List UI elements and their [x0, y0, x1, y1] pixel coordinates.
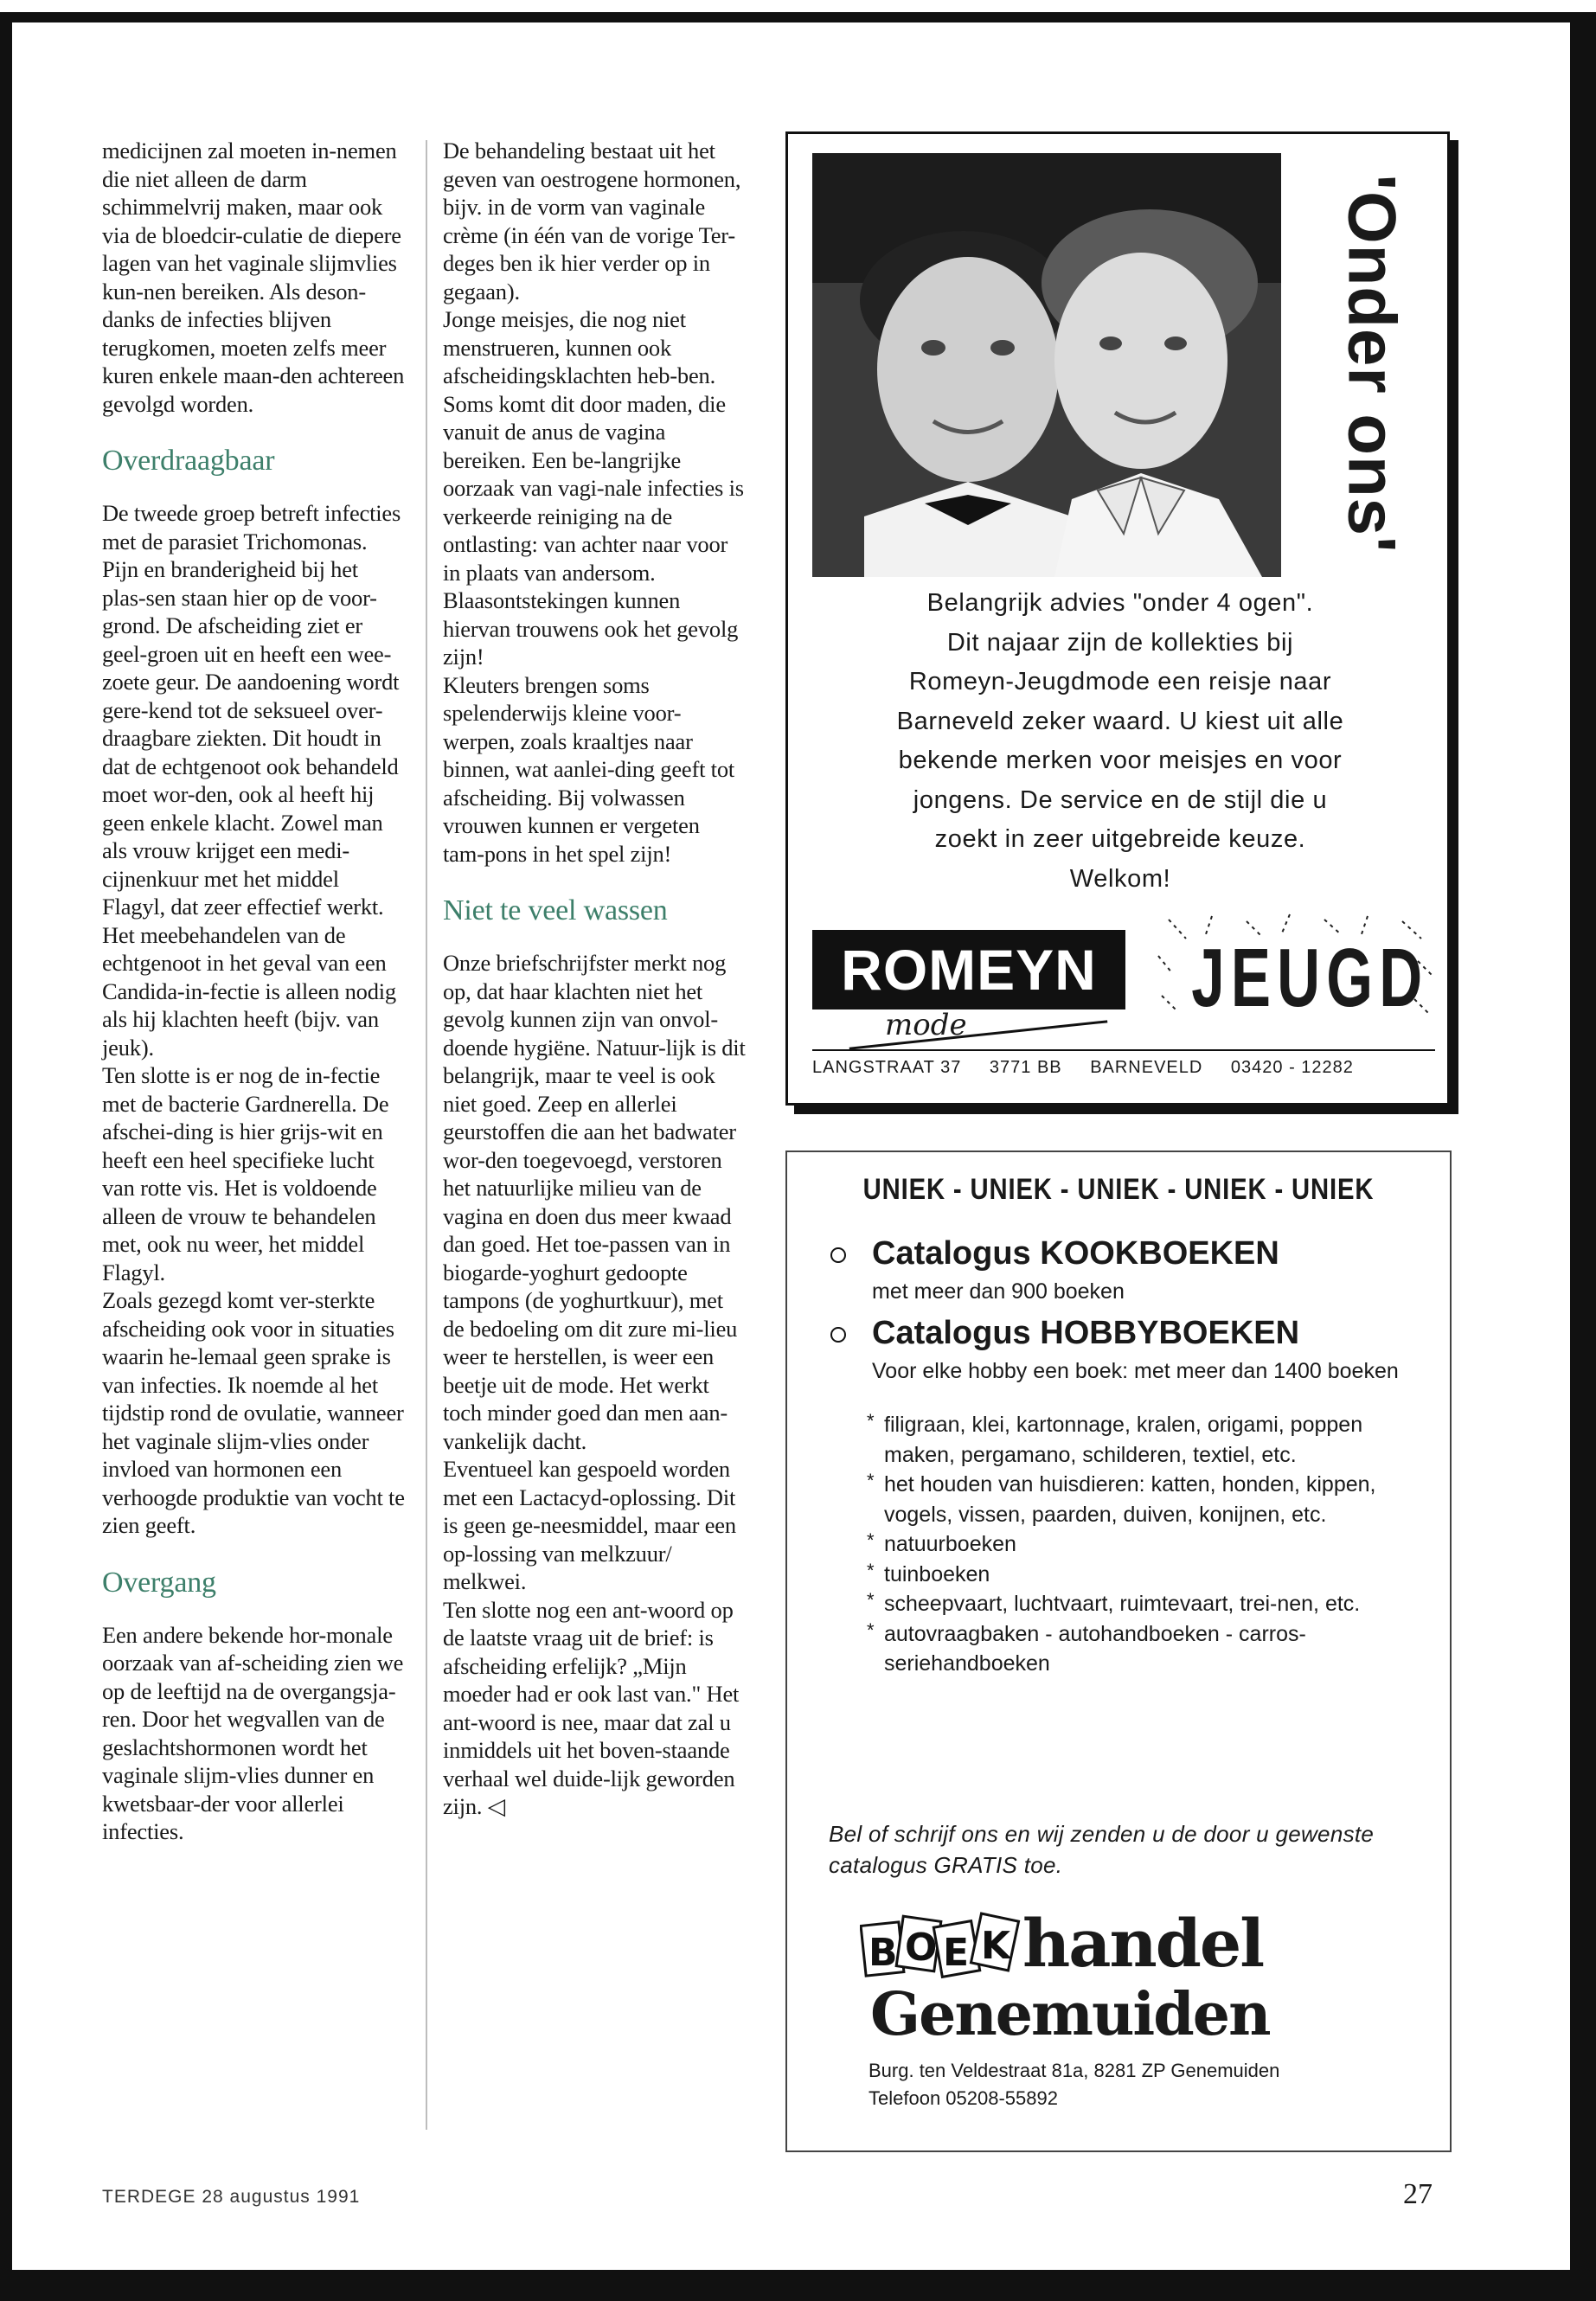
promo-text: Bel of schrijf ons en wij zenden u de door u gewenste catalogus GRATIS toe.: [829, 1821, 1375, 1878]
scan-edge-right: [1570, 12, 1596, 2279]
address-line: Burg. ten Veldestraat 81a, 8281 ZP Genemuiden: [869, 2060, 1280, 2081]
ad-text-line: bekende merken voor meisjes en voor: [898, 747, 1343, 774]
circle-bullet-icon: [830, 1247, 846, 1263]
address-postcode: 3771 BB: [989, 1058, 1062, 1077]
logo-handel-text: handel: [1022, 1905, 1264, 1982]
article-column-1: [102, 137, 405, 1846]
paragraph: De behandeling bestaat uit het geven van oestrogene hormonen, bijv. in de vorm van vaginale crème (in één van de vorige Ter-deges ben ik hier verder op in gegaan).: [443, 138, 741, 304]
logo-letter-k: K: [981, 1924, 1011, 1968]
paragraph: Onze briefschrijfster merkt nog op, dat haar klachten niet het gevolg kunnen zijn van onvol-doende hygiëne. Natuur-lijk is dit belangrijk, maar te veel is ook niet goed. Zeep en allerlei geurstoffen die aan het badwater wor-den toegevoegd, verstoren het natuurlijke milieu van de vagina en doen dus meer kwaad dan goed. Het toe-passen van in biogarde-yoghurt gedoopte tampons (de yoghurtkuur), met de bedoeling om dit zure mi-lieu weer te herstellen, is weer een beetje uit de mode. Het werkt toch minder goed dan men aan-vankelijk dacht.: [443, 950, 746, 1454]
paragraph: Ten slotte nog een ant-woord op de laatste vraag uit de brief: is afscheiding erfelijk? „Mijn moeder had er ook last van." Het ant-woord is nee, maar dat zal u inmiddels uit het boven-staande verhaal wel duide-lijk geworden zijn. ◁: [443, 1596, 740, 1819]
catalog-subtitle: Voor elke hobby een boek: met meer dan 1400 boeken: [872, 1359, 1399, 1383]
romeyn-address: [812, 1058, 1435, 1078]
boekhandel-address: [869, 2057, 1279, 2112]
section-heading-overdraagbaar: Overdraagbaar: [102, 445, 275, 477]
romeyn-ad-text: [805, 584, 1435, 899]
ad-text-line: Welkom!: [1069, 864, 1171, 893]
catalog-kookboeken: [830, 1235, 1427, 1304]
paragraph: Eventueel kan gespoeld worden met een Lactacyd-oplossing. Dit is geen ge-neesmiddel, maar een op-lossing van melkzuur/ melkwei.: [443, 1456, 736, 1594]
ad-text-line: Barneveld zeker waard. U kiest uit alle: [896, 707, 1344, 735]
hobby-topic-list: [867, 1410, 1420, 1679]
children-photo: [812, 153, 1281, 577]
paragraph: medicijnen zal moeten in-nemen die niet alleen de darm schimmelvrij maken, maar ook via de bloedcir-culatie de diepere lagen van het vaginale slijmvlies kun-nen bereiken. Als deson-danks de infecties blijven terugkomen, moeten zelfs meer kuren enkele maan-den achtereen gevolgd worden.: [102, 138, 405, 417]
address-rule: [812, 1049, 1435, 1051]
section-heading-niet-te-veel-wassen: Niet te veel wassen: [443, 894, 668, 926]
ad-text-line: Romeyn-Jeugdmode een reisje naar: [908, 668, 1332, 695]
tagline-text: 'Onder ons': [1334, 173, 1411, 554]
boek-tiles-logo: [860, 1912, 1024, 1981]
column-divider: [426, 140, 427, 2130]
address-phone: 03420 - 12282: [1230, 1058, 1354, 1077]
paragraph: Kleuters brengen soms spelenderwijs kleine voor-werpen, zoals kraaltjes naar binnen, wat aanlei-ding geeft tot afscheiding. Bij volwassen vrouwen kunnen er vergeten tam-pons in het spel zijn!: [443, 671, 735, 867]
list-item: * tuinboeken: [867, 1560, 1420, 1590]
article-column-2: [443, 137, 746, 1821]
circle-bullet-icon: [830, 1327, 846, 1343]
uniek-banner: UNIEK - UNIEK - UNIEK - UNIEK - UNIEK: [862, 1173, 1375, 1206]
paragraph: Ten slotte is er nog de in-fectie met de bacterie Gardnerella. De afschei-ding is hier grijs-wit en heeft een heel specifieke lucht van rotte vis. Het is voldoende alleen de vrouw te behandelen met, ook nu weer, het middel Flagyl.: [102, 1062, 389, 1285]
ad-text-line: zoekt in zeer uitgebreide keuze.: [934, 825, 1306, 853]
address-street: LANGSTRAAT 37: [812, 1058, 962, 1077]
ad-text-line: Belangrijk advies "onder 4 ogen".: [926, 589, 1314, 617]
ad-text-line: Dit najaar zijn de kollekties bij: [946, 628, 1294, 657]
boekhandel-advertisement: [785, 1150, 1452, 2152]
scan-edge-bottom: [0, 2270, 1596, 2301]
logo-letter-b: B: [869, 1931, 898, 1975]
onder-ons-tagline: [1294, 160, 1450, 567]
publication-footer: TERDEGE 28 augustus 1991: [102, 2187, 361, 2207]
paragraph: Een andere bekende hor-monale oorzaak van af-scheiding zien we op de leeftijd na de overgangsja-ren. Door het wegvallen van de geslachtshormonen wordt het vaginale slijm-vlies dunner en kwetsbaar-der voor allerlei infecties.: [102, 1621, 404, 1844]
boekhandel-logo: [860, 1896, 1310, 2049]
paragraph: Zoals gezegd komt ver-sterkte afscheiding ook voor in situaties waarin he-lemaal geen sprake is van infecties. Ik noemde al het tijdstip rond de ovulatie, wanneer het vaginale slijm-vlies onder invloed van hormonen een verhoogde produktie van vocht te zien geeft.: [102, 1287, 405, 1538]
ad-text-line: jongens. De service en de stijl die u: [913, 785, 1328, 814]
section-heading-overgang: Overgang: [102, 1566, 216, 1599]
list-item: * autovraagbaken - autohandboeken - carros-seriehandboeken: [867, 1619, 1420, 1679]
scan-edge-left: [0, 12, 12, 2279]
jeugd-wordmark: JEUGD: [1191, 932, 1429, 1024]
list-item: * natuurboeken: [867, 1529, 1420, 1560]
children-photo-illustration: [812, 153, 1281, 577]
logo-letter-e: E: [943, 1931, 970, 1975]
list-item: * filigraan, klei, kartonnage, kralen, origami, poppen maken, pergamano, schilderen, textiel, etc.: [867, 1410, 1420, 1470]
list-item: * scheepvaart, luchtvaart, ruimtevaart, trei-nen, etc.: [867, 1589, 1420, 1619]
paragraph: De tweede groep betreft infecties met de parasiet Trichomonas. Pijn en branderigheid bij het plas-sen staan hier op de voor-grond. De afscheiding ziet er geel-groen uit en heeft een wee-zoete geur. De aandoening wordt gere-kend tot de seksueel over-draagbare ziekten. Dit houdt in dat de echtgenoot ook behandeld moet wor-den, ook al heeft hij geen enkele klacht. Zowel man als vrouw krijget een medi-cijnenkuur met het middel Flagyl, dat zeer effectief werkt. Het meebehandelen van de echtgenoot in het geval van een Candida-in-fectie is alleen nodig als hij klachten heeft (bijv. van jeuk).: [102, 500, 401, 1061]
logo-letter-o: O: [905, 1926, 938, 1970]
list-item: * het houden van huisdieren: katten, honden, kippen, vogels, vissen, paarden, duiven, konijnen, etc.: [867, 1470, 1420, 1529]
phone-line: Telefoon 05208-55892: [869, 2087, 1058, 2109]
paragraph: Jonge meisjes, die nog niet menstrueren, kunnen ook afscheidingsklachten heb-ben. Soms komt dit door maden, die vanuit de anus de vagina bereiken. Een be-langrijke oorzaak van vagi-nale infecties is verkeerde reiniging na de ontlasting: van achter naar voor in plaats van andersom. Blaasontstekingen kunnen hiervan trouwens ook het gevolg zijn!: [443, 306, 744, 670]
catalog-title: Catalogus KOOKBOEKEN: [872, 1235, 1279, 1272]
mode-script-logo: mode: [885, 1008, 967, 1042]
scan-edge-top: [0, 12, 1596, 22]
romeyn-logo: ROMEYN: [812, 930, 1125, 1009]
logo-city-text: Genemuiden: [870, 1980, 1270, 2049]
page-number: 27: [1403, 2178, 1433, 2210]
address-city: BARNEVELD: [1090, 1058, 1203, 1077]
jeugd-logo: [1151, 913, 1437, 1025]
catalog-title: Catalogus HOBBYBOEKEN: [872, 1315, 1300, 1351]
romeyn-advertisement: [785, 131, 1450, 1106]
catalog-hobbyboeken: [830, 1315, 1427, 1410]
catalog-subtitle: met meer dan 900 boeken: [872, 1279, 1125, 1304]
